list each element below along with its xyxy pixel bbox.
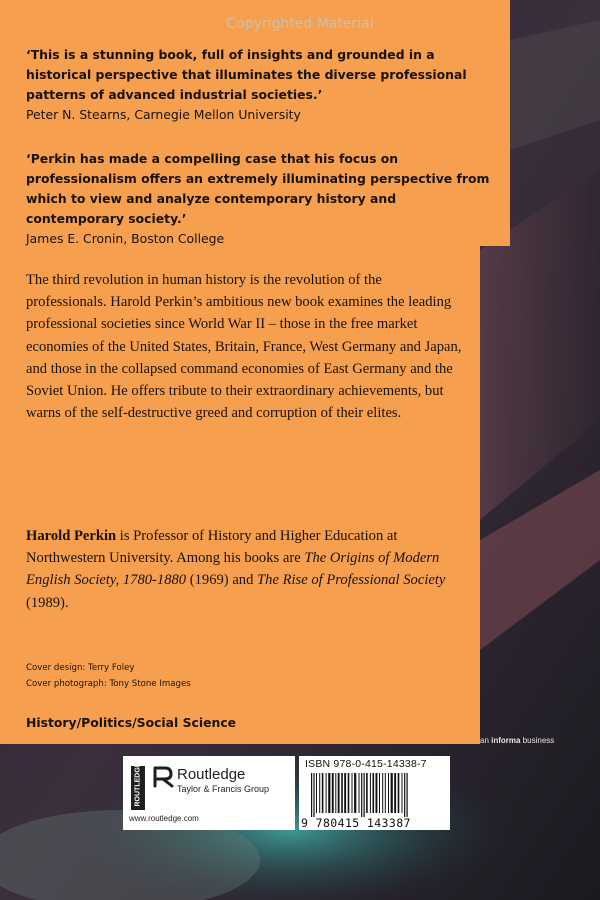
isbn-barcode-box bbox=[299, 756, 450, 830]
review-quote-2 bbox=[26, 149, 496, 249]
publisher-logo-box bbox=[123, 756, 295, 830]
informa-brand: informa bbox=[491, 736, 521, 745]
publisher-group: Taylor & Francis Group bbox=[177, 784, 270, 794]
book-title-1: The Origins of Modern English Society, 1780-1880 bbox=[26, 550, 440, 589]
book-title-2: The Rise of Professional Society bbox=[257, 572, 446, 589]
bio-text-1: is Professor of History and Higher Education at Northwestern University. Among his books are bbox=[26, 528, 398, 567]
isbn-label: ISBN 978-0-415-14338-7 bbox=[305, 758, 427, 770]
publisher-url: www.routledge.com bbox=[129, 814, 199, 823]
watermark: Copyrighted Material bbox=[226, 16, 374, 32]
photo-credit: Cover photograph: Tony Stone Images bbox=[26, 679, 191, 689]
review-quote-1 bbox=[26, 45, 496, 125]
routledge-spine-mark: ROUTLEDGE bbox=[131, 766, 145, 810]
description-text: The third revolution in human history is the revolution of the professionals. Harold Perkin’s ambitious new book examines the leading professional societies since World War II – those in the free market economies of the United States, Britain, France, West Germany and Japan, and those in the collapsed command economies of East Germany and the Soviet Union. He offers tribute to their extraordinary achievements, but warns of the self-destructive greed and corruption of their elites. bbox=[26, 272, 462, 422]
ean-number: 9 780415 143387 bbox=[301, 816, 411, 830]
informa-tagline: an informa business bbox=[480, 736, 555, 745]
design-credit: Cover design: Terry Foley bbox=[26, 663, 135, 673]
publisher-name: Routledge bbox=[177, 766, 246, 783]
bio-text-3: (1989). bbox=[26, 594, 69, 611]
quote-attribution: Peter N. Stearns, Carnegie Mellon University bbox=[26, 107, 301, 122]
quote-attribution: James E. Cronin, Boston College bbox=[26, 231, 225, 246]
author-name: Harold Perkin bbox=[26, 528, 117, 544]
barcode-icon bbox=[309, 773, 445, 817]
bio-text-2: (1969) and bbox=[186, 572, 258, 589]
cover-credits bbox=[26, 660, 191, 692]
subject-category: History/Politics/Social Science bbox=[26, 715, 237, 730]
author-bio bbox=[26, 525, 466, 614]
quote-text: ‘Perkin has made a compelling case that his focus on professionalism offers an extremely illuminating perspective from which to view and analyze contemporary history and contemporary society.’ bbox=[26, 151, 490, 226]
routledge-r-icon bbox=[151, 764, 177, 790]
book-description bbox=[26, 269, 466, 424]
quote-text: ‘This is a stunning book, full of insights and grounded in a historical perspective that illuminates the diverse professional patterns of advanced industrial societies.’ bbox=[26, 47, 467, 102]
